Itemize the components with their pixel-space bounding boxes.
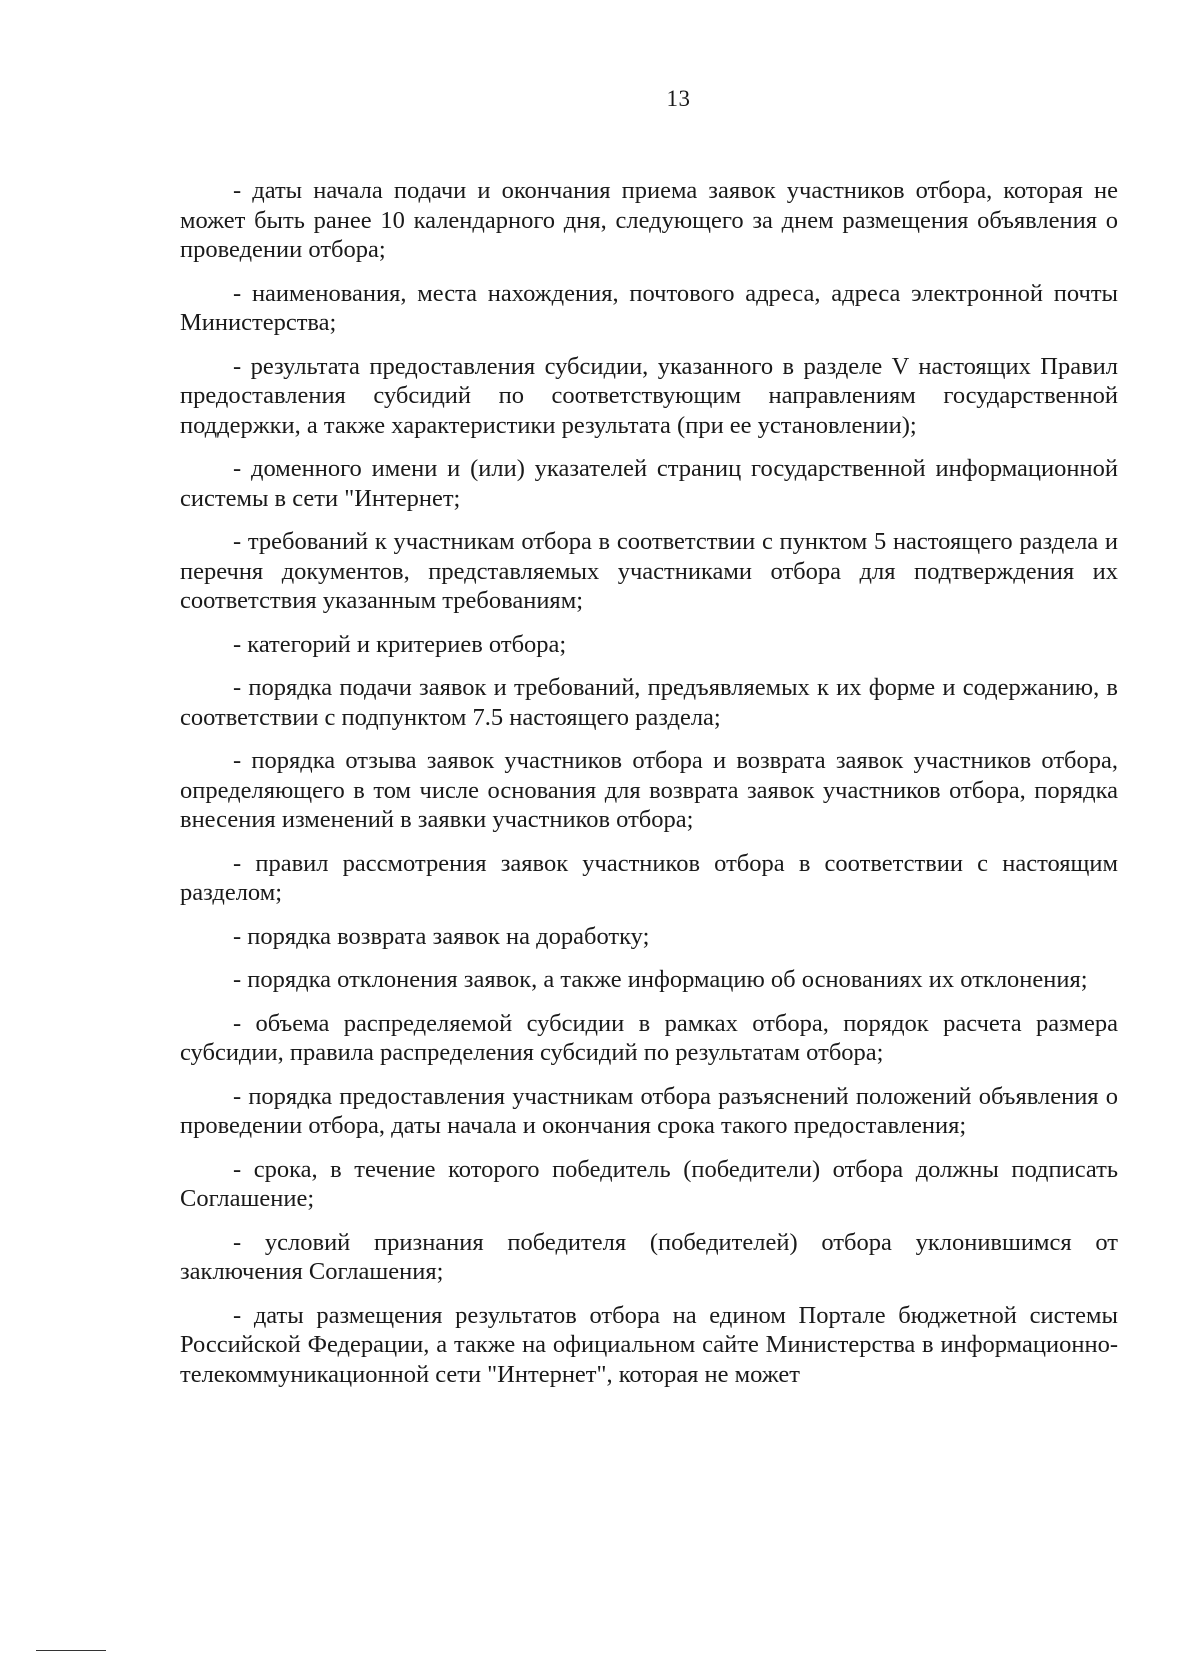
paragraph-evasion-conditions: - условий признания победителя (победителей) отбора уклонившимся от заключения Соглашения; bbox=[180, 1228, 1118, 1285]
paragraph-subsidy-volume: - объема распределяемой субсидии в рамках отбора, порядок расчета размера субсидии, правила распределения субсидий по результатам отбора; bbox=[180, 1009, 1118, 1066]
paragraph-participant-requirements: - требований к участникам отбора в соответствии с пунктом 5 настоящего раздела и перечня документов, представляемых участниками отбора для подтверждения их соответствия указанным требованиям; bbox=[180, 528, 1118, 614]
paragraph-dates: - даты начала подачи и окончания приема заявок участников отбора, которая не может быть ранее 10 календарного дня, следующего за днем размещения объявления о проведении отбора; bbox=[180, 177, 1118, 263]
paragraph-rejection-order: - порядка отклонения заявок, а также информацию об основаниях их отклонения; bbox=[233, 966, 1088, 993]
paragraph-review-rules: - правил рассмотрения заявок участников отбора в соответствии с настоящим разделом; bbox=[180, 849, 1118, 906]
paragraph-results-publication: - даты размещения результатов отбора на едином Портале бюджетной системы Российской Федерации, а также на официальном сайте Министерства в информационно-телекоммуникационной сети "Интернет", которая не может bbox=[180, 1301, 1118, 1388]
paragraph-ministry-address: - наименования, места нахождения, почтового адреса, адреса электронной почты Министерства; bbox=[180, 279, 1118, 336]
paragraph-withdrawal-order: - порядка отзыва заявок участников отбора и возврата заявок участников отбора, определяющего в том числе основания для возврата заявок участников отбора, порядка внесения изменений в заявки участников отбора; bbox=[180, 747, 1118, 833]
paragraph-subsidy-result: - результата предоставления субсидии, указанного в разделе V настоящих Правил предоставления субсидий по соответствующим направлениям государственной поддержки, а также характеристики результата (при ее установлении); bbox=[180, 352, 1118, 439]
paragraph-domain-name: - доменного имени и (или) указателей страниц государственной информационной системы в сети "Интернет; bbox=[180, 455, 1118, 512]
paragraph-categories: - категорий и критериев отбора; bbox=[233, 630, 567, 658]
paragraph-submission-order: - порядка подачи заявок и требований, предъявляемых к их форме и содержанию, в соответствии с подпунктом 7.5 настоящего раздела; bbox=[180, 674, 1118, 731]
paragraph-return-for-revision: - порядка возврата заявок на доработку; bbox=[233, 922, 650, 950]
footer-rule bbox=[36, 1650, 106, 1651]
paragraph-clarifications: - порядка предоставления участникам отбора разъяснений положений объявления о проведении отбора, даты начала и окончания срока такого предоставления; bbox=[180, 1082, 1118, 1139]
page-number: 13 bbox=[666, 86, 691, 111]
paragraph-signing-term: - срока, в течение которого победитель (победители) отбора должны подписать Соглашение; bbox=[180, 1155, 1118, 1212]
document-body bbox=[180, 176, 1118, 1403]
